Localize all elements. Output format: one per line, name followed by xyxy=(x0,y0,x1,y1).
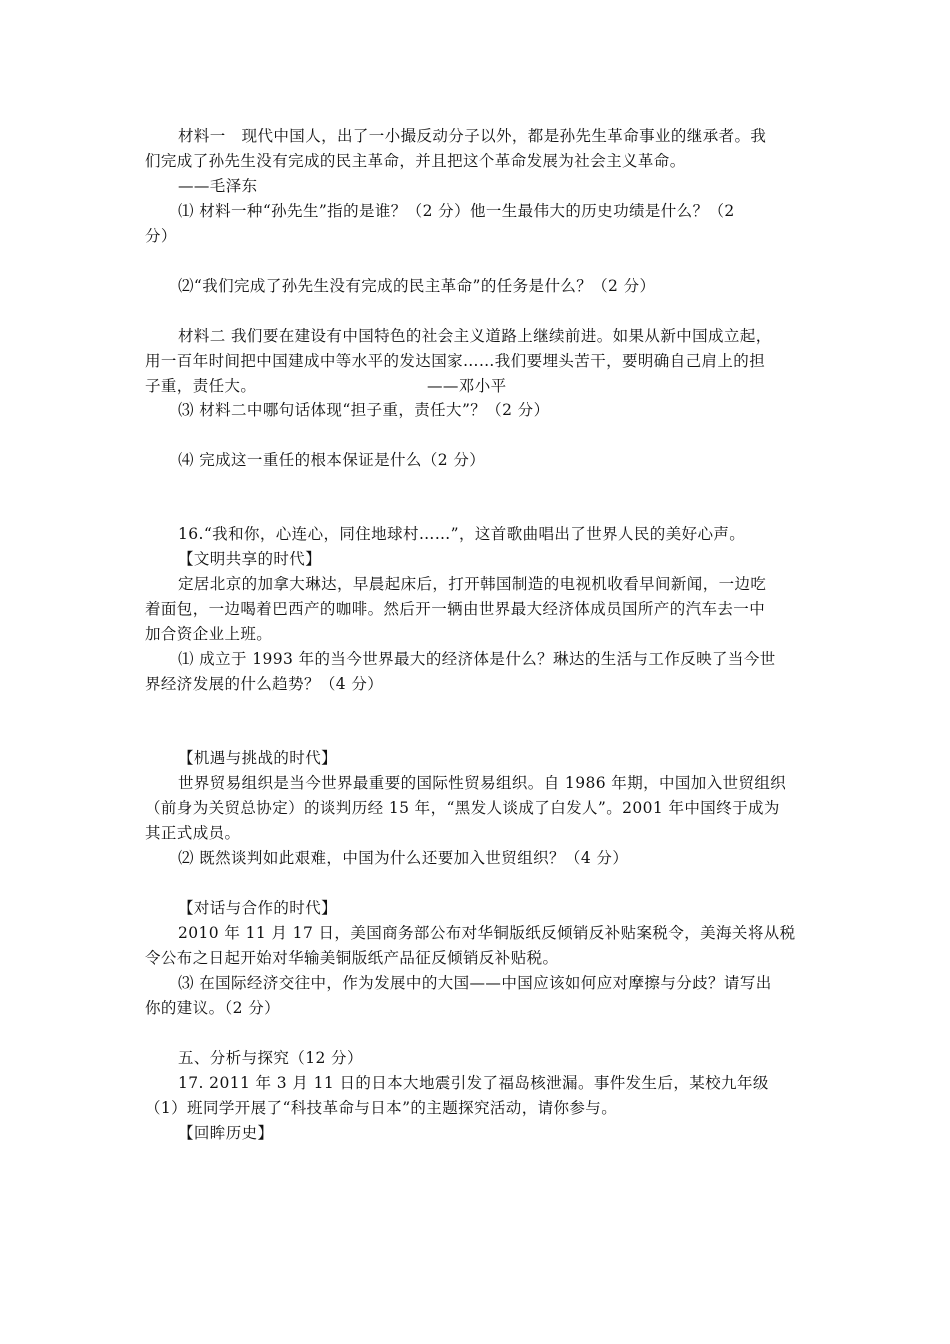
material2-line2: 用一百年时间把中国建成中等水平的发达国家……我们要埋头苦干，要明确自己肩上的担 xyxy=(145,352,766,370)
part5-heading: 五、分析与探究（12 分） xyxy=(178,1049,363,1067)
section1-line1: 定居北京的加拿大琳达，早晨起床后，打开韩国制造的电视机收看早间新闻，一边吃 xyxy=(178,575,767,593)
section3-line2: 令公布之日起开始对华输美铜版纸产品征反倾销反补贴税。 xyxy=(145,949,559,967)
section1-line3: 加合资企业上班。 xyxy=(145,625,273,643)
material2-line3: 子重，责任大。 xyxy=(145,377,257,395)
section2-line2: （前身为关贸总协定）的谈判历经 15 年，“黑发人谈成了白发人”。2001 年中国终于成为 xyxy=(145,799,780,817)
material1-line1: 材料一 现代中国人，出了一小撮反动分子以外，都是孙先生革命事业的继承者。我 xyxy=(178,127,767,145)
section1-line2: 着面包，一边喝着巴西产的咖啡。然后开一辆由世界最大经济体成员国所产的汽车去一中 xyxy=(145,600,766,618)
material1-author: ——毛泽东 xyxy=(178,177,258,195)
question1-line2: 分） xyxy=(145,227,177,245)
section-title-dialogue: 【对话与合作的时代】 xyxy=(178,899,338,917)
section3-question-line1: ⑶ 在国际经济交往中，作为发展中的大国——中国应该如何应对摩擦与分歧？请写出 xyxy=(178,974,772,992)
section-title-civilization: 【文明共享的时代】 xyxy=(178,550,322,568)
question17-line2: （1）班同学开展了“科技革命与日本”的主题探究活动，请你参与。 xyxy=(145,1099,618,1117)
question17-line1: 17. 2011 年 3 月 11 日的日本大地震引发了福岛核泄漏。事件发生后，某校九年级 xyxy=(178,1074,769,1092)
section3-question-line2: 你的建议。（2 分） xyxy=(145,999,281,1017)
section2-question: ⑵ 既然谈判如此艰难，中国为什么还要加入世贸组织？（4 分） xyxy=(178,849,629,867)
material1-line2: 们完成了孙先生没有完成的民主革命，并且把这个革命发展为社会主义革命。 xyxy=(145,152,686,170)
section3-line1: 2010 年 11 月 17 日，美国商务部公布对华铜版纸反倾销反补贴案税令，美海关将从税 xyxy=(178,924,796,942)
material2-line1: 材料二 我们要在建设有中国特色的社会主义道路上继续前进。如果从新中国成立起， xyxy=(178,327,772,345)
question16-intro: 16.“我和你，心连心，同住地球村……”，这首歌曲唱出了世界人民的美好心声。 xyxy=(178,525,746,543)
question3: ⑶ 材料二中哪句话体现“担子重，责任大”？（2 分） xyxy=(178,401,550,419)
section1-question-line2: 界经济发展的什么趋势？（4 分） xyxy=(145,675,384,693)
section-title-history: 【回眸历史】 xyxy=(178,1124,274,1142)
section2-line3: 其正式成员。 xyxy=(145,824,241,842)
question4: ⑷ 完成这一重任的根本保证是什么（2 分） xyxy=(178,451,486,469)
section-title-opportunity: 【机遇与挑战的时代】 xyxy=(178,749,338,767)
material2-author: ——邓小平 xyxy=(427,377,507,395)
question2: ⑵“我们完成了孙先生没有完成的民主革命”的任务是什么？（2 分） xyxy=(178,277,656,295)
section1-question-line1: ⑴ 成立于 1993 年的当今世界最大的经济体是什么？琳达的生活与工作反映了当今世 xyxy=(178,650,776,668)
section2-line1: 世界贸易组织是当今世界最重要的国际性贸易组织。自 1986 年期，中国加入世贸组织 xyxy=(178,774,787,792)
question1-line1: ⑴ 材料一种“孙先生”指的是谁？（2 分）他一生最伟大的历史功绩是什么？（2 xyxy=(178,202,735,220)
